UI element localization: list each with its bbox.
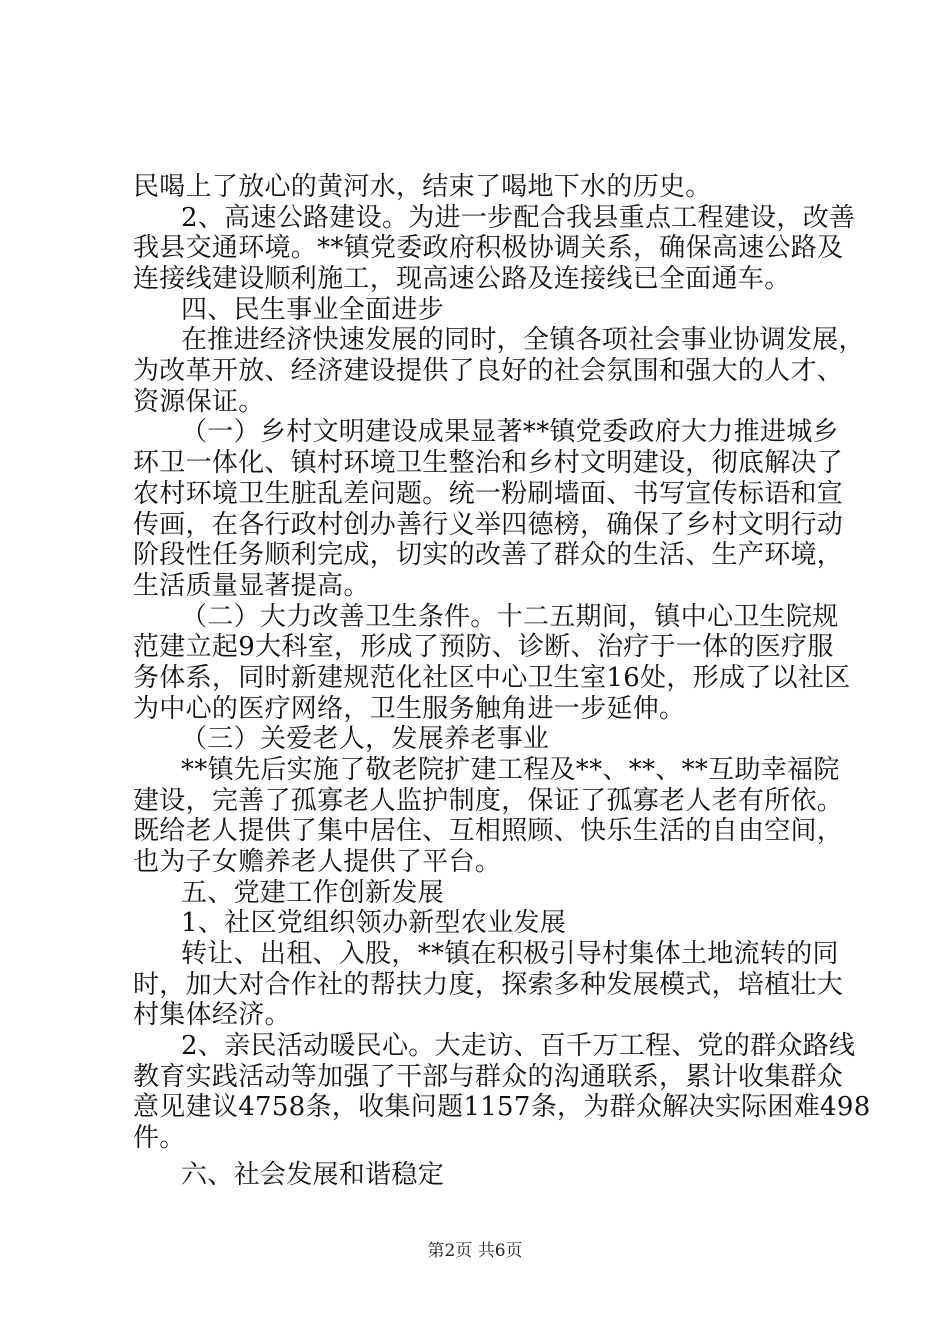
body-text-line: 连接线建设顺利施工，现高速公路及连接线已全面通车。 — [133, 264, 791, 294]
body-text-line: 建设，完善了孤寡老人监护制度，保证了孤寡老人老有所依。 — [133, 785, 844, 816]
body-text-line: 时，加大对合作社的帮扶力度，探索多种发展模式，培植壮大 — [133, 969, 844, 1000]
body-text-line: 件。 — [133, 1123, 186, 1154]
section-heading: 四、民生事业全面进步 — [181, 294, 445, 325]
body-text-line: 为中心的医疗网络，卫生服务触角进一步延伸。 — [133, 693, 686, 724]
subsection-heading: （三）关爱老人，发展养老事业 — [181, 724, 550, 755]
body-text-line: 生活质量显著提高。 — [133, 570, 370, 601]
body-text-line: 环卫一体化、镇村环境卫生整治和乡村文明建设，彻底解决了 — [133, 448, 844, 479]
body-text-line: 教育实践活动等加强了干部与群众的沟通联系，累计收集群众 — [133, 1061, 844, 1092]
body-text-line: 为改革开放、经济建设提供了良好的社会氛围和强大的人才、 — [133, 356, 844, 387]
body-text-line: 我县交通环境。**镇党委政府积极协调关系，确保高速公路及 — [133, 233, 844, 264]
body-text-line: **镇先后实施了敬老院扩建工程及**、**、**互助幸福院 — [181, 754, 840, 785]
body-text-line: 范建立起9大科室，形成了预防、诊断、治疗于一体的医疗服 — [133, 632, 834, 663]
page-number-footer: 第2页 共6页 — [427, 1241, 523, 1261]
body-text-line: 在推进经济快速发展的同时，全镇各项社会事业协调发展， — [181, 325, 865, 356]
body-text-line: 意见建议4758条，收集问题1157条，为群众解决实际困难498 — [133, 1092, 871, 1123]
body-text-line: 既给老人提供了集中居住、互相照顾、快乐生活的自由空间， — [133, 816, 844, 847]
body-text-line: 转让、出租、入股，**镇在积极引导村集体土地流转的同 — [181, 939, 839, 969]
body-text-line: 村集体经济。 — [133, 1000, 291, 1031]
body-text-line: 资源保证。 — [133, 386, 265, 417]
body-text-line: （二）大力改善卫生条件。十二五期间，镇中心卫生院规 — [181, 601, 839, 632]
subsection-heading: 1、社区党组织领办新型农业发展 — [181, 908, 567, 939]
body-text-line: 务体系，同时新建规范化社区中心卫生室16处，形成了以社区 — [133, 662, 851, 693]
body-text-line: 2、亲民活动暖民心。大走访、百千万工程、党的群众路线 — [181, 1031, 856, 1062]
body-text-line: （一）乡村文明建设成果显著**镇党委政府大力推进城乡 — [181, 417, 839, 448]
body-text-line: 也为子女赡养老人提供了平台。 — [133, 847, 502, 877]
body-text-line: 阶段性任务顺利完成，切实的改善了群众的生活、生产环境， — [133, 540, 844, 571]
body-text-line: 传画，在各行政村创办善行义举四德榜，确保了乡村文明行动 — [133, 509, 844, 540]
body-text-line: 农村环境卫生脏乱差问题。统一粉刷墙面、书写宣传标语和宣 — [133, 478, 844, 509]
body-text-line: 2、高速公路建设。为进一步配合我县重点工程建设，改善 — [181, 202, 856, 233]
body-text-line: 民喝上了放心的黄河水，结束了喝地下水的历史。 — [133, 172, 712, 202]
section-heading: 六、社会发展和谐稳定 — [181, 1159, 445, 1190]
section-heading: 五、党建工作创新发展 — [181, 877, 445, 908]
